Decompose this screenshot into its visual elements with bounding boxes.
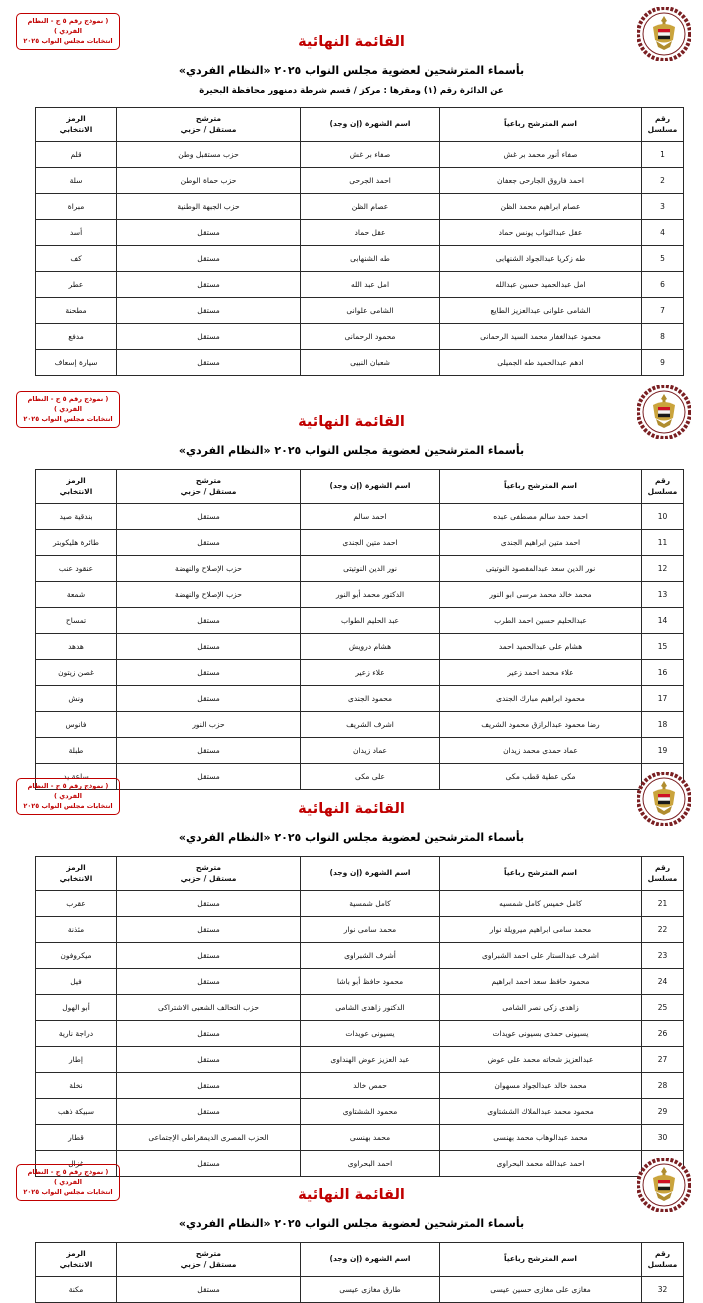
col-header-nickname: اسم الشهرة (إن وجد) bbox=[301, 108, 440, 142]
cell-party: مستقل bbox=[117, 350, 301, 376]
table-row bbox=[36, 142, 684, 168]
cell-symbol: مطحنة bbox=[36, 298, 117, 324]
cell-party: مستقل bbox=[117, 1277, 301, 1303]
cell-symbol: نخلة bbox=[36, 1073, 117, 1099]
cell-name: احمد متين ابراهيم الجندى bbox=[440, 530, 642, 556]
cell-party: مستقل bbox=[117, 686, 301, 712]
table-row bbox=[36, 168, 684, 194]
list-section-1 bbox=[0, 0, 703, 378]
cell-serial: 4 bbox=[642, 220, 684, 246]
col-header-name: اسم المترشح رباعياً bbox=[440, 470, 642, 504]
district-line: عن الدائرة رقم (١) ومقرها : مركز / قسم شرطة دمنهور محافظة البحيرة bbox=[199, 86, 504, 96]
cell-name: عبدالعزيز شحاته محمد على عوض bbox=[440, 1047, 642, 1073]
cell-party: مستقل bbox=[117, 530, 301, 556]
election-authority-eagle-emblem-icon bbox=[637, 1158, 691, 1212]
cell-name: محمود عبدالغفار محمد السيد الرحمانى bbox=[440, 324, 642, 350]
cell-nickname: صفاء بر غش bbox=[301, 142, 440, 168]
stamp-line-2: انتخابات مجلس النواب ٢٠٢٥ bbox=[23, 36, 113, 45]
cell-serial: 5 bbox=[642, 246, 684, 272]
cell-serial: 15 bbox=[642, 634, 684, 660]
col-header-name: اسم المترشح رباعياً bbox=[440, 108, 642, 142]
cell-party: حزب التحالف الشعبى الاشتراكى bbox=[117, 995, 301, 1021]
table-header-row bbox=[36, 108, 684, 142]
cell-party: مستقل bbox=[117, 917, 301, 943]
col-header-symbol: الرمز الانتخابي bbox=[36, 857, 117, 891]
cell-nickname: الدكتور محمد أبو النور bbox=[301, 582, 440, 608]
cell-serial: 10 bbox=[642, 504, 684, 530]
table-row bbox=[36, 917, 684, 943]
cell-name: عقل عبدالتواب يونس حماد bbox=[440, 220, 642, 246]
candidates-table-4 bbox=[35, 1242, 684, 1303]
cell-serial: 14 bbox=[642, 608, 684, 634]
page-title: القائمة النهائية bbox=[298, 801, 405, 817]
cell-symbol: طبلة bbox=[36, 738, 117, 764]
cell-symbol: بندقية صيد bbox=[36, 504, 117, 530]
cell-party: مستقل bbox=[117, 764, 301, 790]
cell-party: مستقل bbox=[117, 738, 301, 764]
cell-serial: 29 bbox=[642, 1099, 684, 1125]
cell-symbol: قطار bbox=[36, 1125, 117, 1151]
col-header-symbol: الرمز الانتخابي bbox=[36, 1243, 117, 1277]
cell-serial: 30 bbox=[642, 1125, 684, 1151]
cell-name: محمد عبدالوهاب محمد بهنسى bbox=[440, 1125, 642, 1151]
table-row bbox=[36, 943, 684, 969]
page-subtitle: بأسماء المترشحين لعضوية مجلس النواب ٢٠٢٥ «النظام الفردي» bbox=[178, 64, 525, 77]
cell-party: حزب الجبهة الوطنية bbox=[117, 194, 301, 220]
cell-serial: 11 bbox=[642, 530, 684, 556]
candidates-table-3 bbox=[35, 856, 684, 1177]
cell-name: محمود محمد عبدالملاك الششتاوى bbox=[440, 1099, 642, 1125]
page-subtitle: بأسماء المترشحين لعضوية مجلس النواب ٢٠٢٥ «النظام الفردي» bbox=[178, 831, 525, 844]
cell-symbol: سلة bbox=[36, 168, 117, 194]
cell-name: رضا محمود عبدالرازق محمود الشريف bbox=[440, 712, 642, 738]
stamp-line-2: انتخابات مجلس النواب ٢٠٢٥ bbox=[23, 801, 113, 810]
cell-name: الشامى علوانى عبدالعزيز الطايع bbox=[440, 298, 642, 324]
cell-name: هشام على عبدالحميد احمد bbox=[440, 634, 642, 660]
cell-nickname: محمود الششتاوى bbox=[301, 1099, 440, 1125]
table-row bbox=[36, 608, 684, 634]
cell-name: يسيونى حمدى بسيونى عويدات bbox=[440, 1021, 642, 1047]
cell-serial: 26 bbox=[642, 1021, 684, 1047]
stamp-line-2: انتخابات مجلس النواب ٢٠٢٥ bbox=[23, 1187, 113, 1196]
candidates-table-1 bbox=[35, 107, 684, 376]
cell-nickname: عصام الظن bbox=[301, 194, 440, 220]
cell-nickname: على مكى bbox=[301, 764, 440, 790]
cell-nickname: هشام درويش bbox=[301, 634, 440, 660]
col-header-nickname: اسم الشهرة (إن وجد) bbox=[301, 857, 440, 891]
cell-serial: 32 bbox=[642, 1277, 684, 1303]
cell-nickname: الدكتور زاهدى الشامى bbox=[301, 995, 440, 1021]
cell-nickname: كامل شمسية bbox=[301, 891, 440, 917]
cell-nickname: احمد البحراوى bbox=[301, 1151, 440, 1177]
cell-symbol: فيل bbox=[36, 969, 117, 995]
cell-serial: 24 bbox=[642, 969, 684, 995]
cell-nickname: نور الدين النوتيتى bbox=[301, 556, 440, 582]
table-row bbox=[36, 738, 684, 764]
cell-name: صفاء أنور محمد بر غش bbox=[440, 142, 642, 168]
table-row bbox=[36, 530, 684, 556]
election-authority-eagle-emblem-icon bbox=[637, 385, 691, 439]
table-row bbox=[36, 969, 684, 995]
table-header-row bbox=[36, 470, 684, 504]
page-title: القائمة النهائية bbox=[298, 34, 405, 50]
stamp-line-1: ( نموذج رقم ٥ ج - النظام الفردي ) bbox=[27, 1168, 109, 1186]
cell-party: مستقل bbox=[117, 1099, 301, 1125]
cell-nickname: عبد الحليم الطواب bbox=[301, 608, 440, 634]
cell-symbol: مبراة bbox=[36, 194, 117, 220]
cell-party: حزب الإصلاح والنهضة bbox=[117, 582, 301, 608]
table-row bbox=[36, 686, 684, 712]
table-row bbox=[36, 891, 684, 917]
cell-party: مستقل bbox=[117, 1151, 301, 1177]
col-header-party: مترشح مستقل / حزبي bbox=[117, 470, 301, 504]
table-row bbox=[36, 660, 684, 686]
cell-party: حزب الإصلاح والنهضة bbox=[117, 556, 301, 582]
cell-serial: 21 bbox=[642, 891, 684, 917]
cell-symbol: إطار bbox=[36, 1047, 117, 1073]
table-row bbox=[36, 1125, 684, 1151]
cell-name: محمد سامى ابراهيم ميرويلة نوار bbox=[440, 917, 642, 943]
cell-symbol: ميكروفون bbox=[36, 943, 117, 969]
stamp-line-2: انتخابات مجلس النواب ٢٠٢٥ bbox=[23, 414, 113, 423]
cell-party: مستقل bbox=[117, 272, 301, 298]
table-header-row bbox=[36, 857, 684, 891]
table-row bbox=[36, 712, 684, 738]
cell-party: مستقل bbox=[117, 660, 301, 686]
cell-nickname: طارق مغازى عيسى bbox=[301, 1277, 440, 1303]
col-header-nickname: اسم الشهرة (إن وجد) bbox=[301, 470, 440, 504]
cell-nickname: محمد سامى نوار bbox=[301, 917, 440, 943]
stamp-line-1: ( نموذج رقم ٥ ج - النظام الفردي ) bbox=[27, 17, 109, 35]
cell-party: مستقل bbox=[117, 1047, 301, 1073]
cell-nickname: احمد متين الجندى bbox=[301, 530, 440, 556]
candidates-table-2 bbox=[35, 469, 684, 790]
cell-nickname: عقل حماد bbox=[301, 220, 440, 246]
election-authority-eagle-emblem-icon bbox=[637, 772, 691, 826]
col-header-name: اسم المترشح رباعياً bbox=[440, 1243, 642, 1277]
cell-symbol: دراجة نارية bbox=[36, 1021, 117, 1047]
cell-nickname: شعبان النبيى bbox=[301, 350, 440, 376]
cell-name: اشرف عبدالستار على احمد الشبراوى bbox=[440, 943, 642, 969]
form-number-stamp bbox=[16, 391, 120, 428]
col-header-serial: رقم مسلسل bbox=[642, 857, 684, 891]
cell-party: مستقل bbox=[117, 969, 301, 995]
table-row bbox=[36, 634, 684, 660]
cell-nickname: أشرف الشبراوى bbox=[301, 943, 440, 969]
cell-party: مستقل bbox=[117, 246, 301, 272]
cell-name: ادهم عبدالحميد طه الجميلى bbox=[440, 350, 642, 376]
cell-name: عبدالحليم حسين احمد الطرب bbox=[440, 608, 642, 634]
table-row bbox=[36, 246, 684, 272]
cell-symbol: شمعة bbox=[36, 582, 117, 608]
cell-name: كامل خميس كامل شمسيه bbox=[440, 891, 642, 917]
col-header-name: اسم المترشح رباعياً bbox=[440, 857, 642, 891]
cell-party: حزب النور bbox=[117, 712, 301, 738]
cell-serial: 3 bbox=[642, 194, 684, 220]
cell-symbol: عنقود عنب bbox=[36, 556, 117, 582]
table-row bbox=[36, 350, 684, 376]
table-row bbox=[36, 556, 684, 582]
col-header-party: مترشح مستقل / حزبي bbox=[117, 857, 301, 891]
col-header-serial: رقم مسلسل bbox=[642, 1243, 684, 1277]
table-row bbox=[36, 582, 684, 608]
cell-symbol: كف bbox=[36, 246, 117, 272]
cell-party: مستقل bbox=[117, 298, 301, 324]
cell-name: عماد حمدى محمد زيدان bbox=[440, 738, 642, 764]
cell-serial: 6 bbox=[642, 272, 684, 298]
election-authority-eagle-emblem-icon bbox=[637, 7, 691, 61]
cell-name: محمد خالد عبدالجواد مسهوان bbox=[440, 1073, 642, 1099]
table-row bbox=[36, 504, 684, 530]
cell-serial: 17 bbox=[642, 686, 684, 712]
cell-symbol: هدهد bbox=[36, 634, 117, 660]
page-title: القائمة النهائية bbox=[298, 1187, 405, 1203]
col-header-party: مترشح مستقل / حزبي bbox=[117, 1243, 301, 1277]
cell-party: مستقل bbox=[117, 220, 301, 246]
cell-symbol: عقرب bbox=[36, 891, 117, 917]
cell-serial: 27 bbox=[642, 1047, 684, 1073]
table-row bbox=[36, 298, 684, 324]
cell-nickname: محمود الجندى bbox=[301, 686, 440, 712]
cell-party: مستقل bbox=[117, 1021, 301, 1047]
cell-serial: 8 bbox=[642, 324, 684, 350]
cell-symbol: عطر bbox=[36, 272, 117, 298]
cell-party: مستقل bbox=[117, 943, 301, 969]
cell-symbol: سبيكة ذهب bbox=[36, 1099, 117, 1125]
page-subtitle: بأسماء المترشحين لعضوية مجلس النواب ٢٠٢٥ «النظام الفردي» bbox=[178, 1217, 525, 1230]
cell-party: مستقل bbox=[117, 1073, 301, 1099]
cell-name: احمد عبدالله محمد البحراوى bbox=[440, 1151, 642, 1177]
cell-nickname: احمد الجرحى bbox=[301, 168, 440, 194]
cell-nickname: يسيونى عويدات bbox=[301, 1021, 440, 1047]
list-section-2 bbox=[0, 378, 703, 781]
cell-name: احمد فاروق الجارحى جعفان bbox=[440, 168, 642, 194]
cell-party: مستقل bbox=[117, 891, 301, 917]
table-row bbox=[36, 324, 684, 350]
col-header-nickname: اسم الشهرة (إن وجد) bbox=[301, 1243, 440, 1277]
cell-name: زاهدى زكى نصر الشامى bbox=[440, 995, 642, 1021]
table-header-row bbox=[36, 1243, 684, 1277]
cell-symbol: أسد bbox=[36, 220, 117, 246]
cell-nickname: امل عبد الله bbox=[301, 272, 440, 298]
table-row bbox=[36, 1047, 684, 1073]
table-row bbox=[36, 1099, 684, 1125]
cell-serial: 18 bbox=[642, 712, 684, 738]
cell-nickname: محمد بهنسى bbox=[301, 1125, 440, 1151]
cell-nickname: حمص خالد bbox=[301, 1073, 440, 1099]
table-row bbox=[36, 995, 684, 1021]
cell-serial: 28 bbox=[642, 1073, 684, 1099]
cell-name: مكى عطية قطب مكى bbox=[440, 764, 642, 790]
cell-symbol: سيارة إسعاف bbox=[36, 350, 117, 376]
stamp-line-1: ( نموذج رقم ٥ ج - النظام الفردي ) bbox=[27, 395, 109, 413]
cell-serial: 16 bbox=[642, 660, 684, 686]
cell-serial: 2 bbox=[642, 168, 684, 194]
cell-name: محمود حافظ سعد احمد ابراهيم bbox=[440, 969, 642, 995]
cell-serial: 13 bbox=[642, 582, 684, 608]
page-subtitle: بأسماء المترشحين لعضوية مجلس النواب ٢٠٢٥ «النظام الفردي» bbox=[178, 444, 525, 457]
cell-serial: 9 bbox=[642, 350, 684, 376]
cell-symbol: مدفع bbox=[36, 324, 117, 350]
cell-party: مستقل bbox=[117, 324, 301, 350]
table-row bbox=[36, 220, 684, 246]
cell-serial: 23 bbox=[642, 943, 684, 969]
cell-nickname: الشامى علوانى bbox=[301, 298, 440, 324]
cell-symbol: تمساح bbox=[36, 608, 117, 634]
cell-party: الحزب المصرى الديمقراطى الإجتماعى bbox=[117, 1125, 301, 1151]
cell-party: مستقل bbox=[117, 634, 301, 660]
cell-symbol: مكنة bbox=[36, 1277, 117, 1303]
col-header-party: مترشح مستقل / حزبي bbox=[117, 108, 301, 142]
col-header-serial: رقم مسلسل bbox=[642, 108, 684, 142]
cell-serial: 1 bbox=[642, 142, 684, 168]
cell-name: نور الدين سعد عبدالمقصود النوتيتى bbox=[440, 556, 642, 582]
cell-name: عصام ابراهيم محمد الظن bbox=[440, 194, 642, 220]
list-section-3 bbox=[0, 765, 703, 1168]
table-row bbox=[36, 1073, 684, 1099]
table-row bbox=[36, 1277, 684, 1303]
cell-name: مغازى على مغازى حسين عيسى bbox=[440, 1277, 642, 1303]
cell-nickname: علاء زعير bbox=[301, 660, 440, 686]
cell-symbol: مئذنة bbox=[36, 917, 117, 943]
cell-serial: 25 bbox=[642, 995, 684, 1021]
table-row bbox=[36, 194, 684, 220]
table-row bbox=[36, 1021, 684, 1047]
cell-symbol: غزال bbox=[36, 1151, 117, 1177]
cell-party: حزب حماة الوطن bbox=[117, 168, 301, 194]
list-section-4 bbox=[0, 1151, 703, 1294]
cell-symbol: ونش bbox=[36, 686, 117, 712]
cell-name: احمد حمد سالم مصطفى عبده bbox=[440, 504, 642, 530]
cell-nickname: احمد سالم bbox=[301, 504, 440, 530]
cell-serial: 22 bbox=[642, 917, 684, 943]
cell-name: محمود ابراهيم مبارك الجندى bbox=[440, 686, 642, 712]
cell-party: مستقل bbox=[117, 608, 301, 634]
cell-name: طه زكريا عبدالجواد الشنهابى bbox=[440, 246, 642, 272]
cell-nickname: عبد العزيز عوض الهنداوى bbox=[301, 1047, 440, 1073]
stamp-line-1: ( نموذج رقم ٥ ج - النظام الفردي ) bbox=[27, 782, 109, 800]
cell-nickname: اشرف الشريف bbox=[301, 712, 440, 738]
cell-symbol: غصن زيتون bbox=[36, 660, 117, 686]
col-header-symbol: الرمز الانتخابي bbox=[36, 470, 117, 504]
cell-nickname: طه الشنهابى bbox=[301, 246, 440, 272]
cell-party: مستقل bbox=[117, 504, 301, 530]
cell-symbol: قلم bbox=[36, 142, 117, 168]
table-row bbox=[36, 272, 684, 298]
cell-nickname: محمود حافظ أبو باشا bbox=[301, 969, 440, 995]
form-number-stamp bbox=[16, 778, 120, 815]
form-number-stamp bbox=[16, 1164, 120, 1201]
cell-name: محمد خالد محمد مرسى ابو النور bbox=[440, 582, 642, 608]
cell-party: حزب مستقبل وطن bbox=[117, 142, 301, 168]
cell-nickname: عماد زيدان bbox=[301, 738, 440, 764]
col-header-serial: رقم مسلسل bbox=[642, 470, 684, 504]
cell-nickname: محمود الرحمانى bbox=[301, 324, 440, 350]
cell-name: امل عبدالحميد حسين عبدالله bbox=[440, 272, 642, 298]
cell-symbol: أبو الهول bbox=[36, 995, 117, 1021]
cell-serial: 19 bbox=[642, 738, 684, 764]
form-number-stamp bbox=[16, 13, 120, 50]
cell-serial: 12 bbox=[642, 556, 684, 582]
col-header-symbol: الرمز الانتخابي bbox=[36, 108, 117, 142]
page-title: القائمة النهائية bbox=[298, 414, 405, 430]
cell-name: علاء محمد احمد زعير bbox=[440, 660, 642, 686]
cell-serial: 7 bbox=[642, 298, 684, 324]
cell-symbol: ساعة يد bbox=[36, 764, 117, 790]
cell-symbol: فانوس bbox=[36, 712, 117, 738]
cell-symbol: طائرة هليكوبتر bbox=[36, 530, 117, 556]
